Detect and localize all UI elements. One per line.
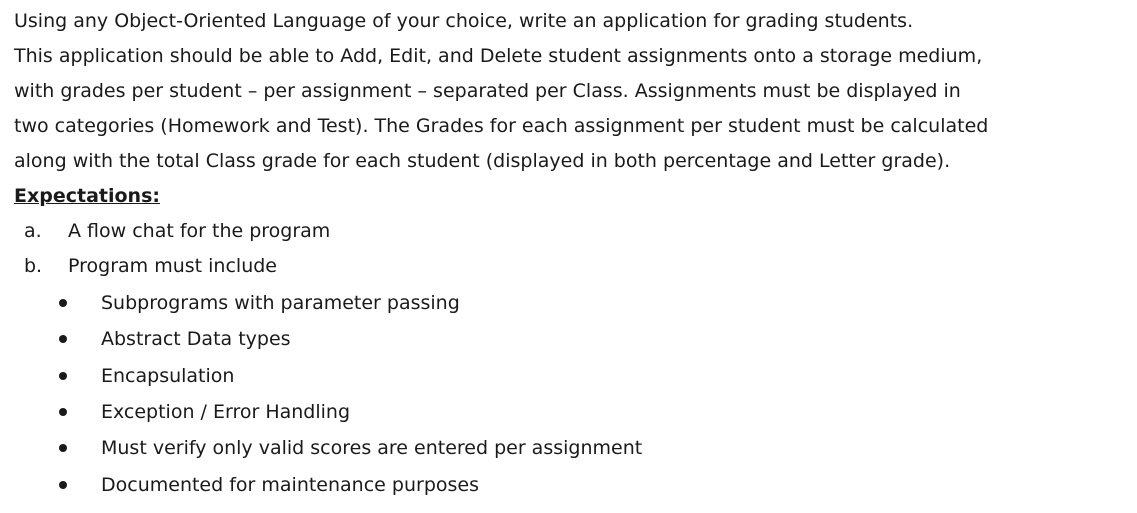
list-marker: b. [24,255,43,277]
expectations-heading: Expectations: [14,185,160,207]
bullet-text: Documented for maintenance purposes [101,473,479,496]
bullet-item [56,466,642,502]
bullet-icon [59,408,67,416]
description-line: Using any Object-Oriented Language of your choice, write an application for grading students. [14,10,914,32]
description-line: with grades per student – per assignment – separated per Class. Assignments must be displayed in [14,80,961,102]
bullet-text: Must verify only valid scores are entered per assignment [101,437,643,460]
description-line: along with the total Class grade for each student (displayed in both percentage and Letter grade). [14,150,951,172]
bullet-icon [59,444,67,452]
bullet-item [56,358,642,394]
bullet-text: Abstract Data types [101,328,291,351]
bullet-icon [59,481,67,489]
bullet-icon [59,335,67,343]
list-item [24,214,330,249]
list-marker: a. [24,220,42,242]
bullet-item [56,430,642,466]
bullet-text: Exception / Error Handling [101,401,351,424]
bullet-icon [59,299,67,307]
bullet-icon [59,372,67,380]
assignment-description [14,4,1124,179]
requirements-bullet-list [56,285,642,503]
description-line: This application should be able to Add, Edit, and Delete student assignments onto a storage medium, [14,45,983,67]
bullet-text: Subprograms with parameter passing [101,292,460,315]
bullet-item [56,394,642,430]
description-line: two categories (Homework and Test). The Grades for each assignment per student must be calculated [14,115,989,137]
list-item-text: Program must include [68,255,277,277]
expectations-list [24,214,330,284]
list-item-text: A flow chat for the program [68,220,331,242]
bullet-text: Encapsulation [101,364,235,387]
list-item [24,249,330,284]
bullet-item [56,321,642,357]
bullet-item [56,285,642,321]
